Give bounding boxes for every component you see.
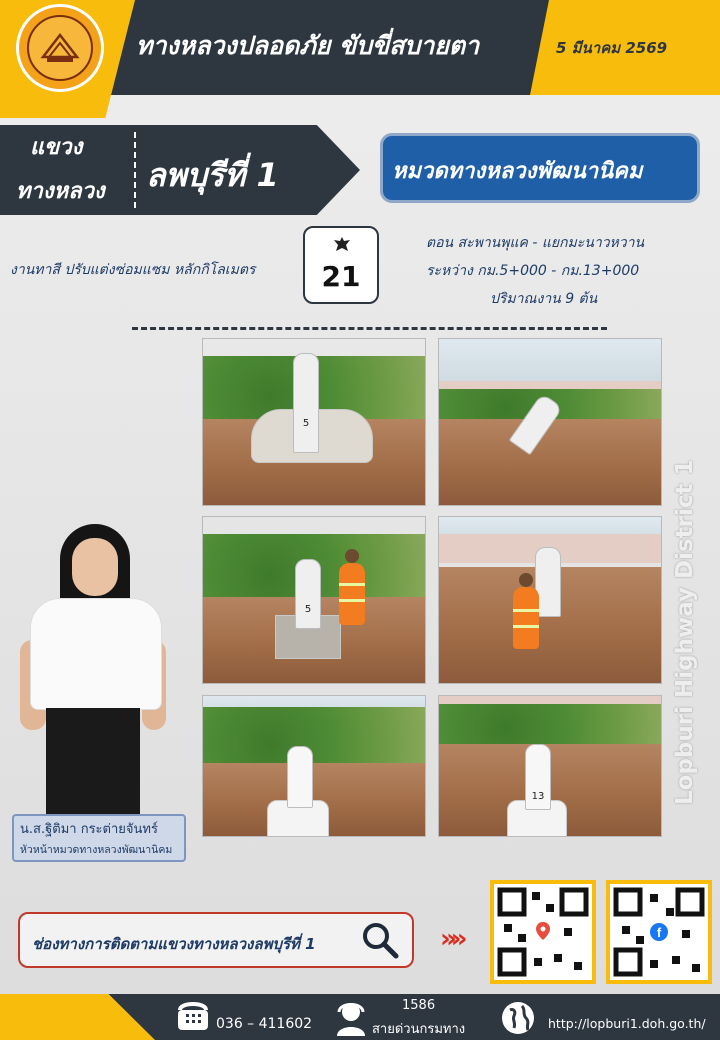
hotline-number: 1586 [402, 998, 436, 1013]
side-district-text: Lopburi Highway District 1 [672, 459, 698, 805]
photo-working-base [438, 516, 662, 684]
qr-code-facebook[interactable] [606, 880, 712, 984]
website-link[interactable]: http://lopburi1.doh.go.th/ [548, 1016, 706, 1031]
headset-icon [334, 998, 368, 1036]
route-number: 21 [321, 260, 361, 293]
photo-after-km5 [202, 695, 426, 837]
chevrons-right-icon: »» [440, 924, 462, 954]
district-name: ลพบุรีที่ 1 [146, 156, 279, 194]
qr-facebook-icon [610, 884, 708, 980]
district-label-line2: ทางหลวง [16, 179, 105, 204]
unit-name: หมวดทางหลวงพัฒนานิคม [392, 159, 643, 184]
photo-before-km5 [202, 338, 426, 506]
post-number: 5 [302, 418, 310, 429]
globe-icon [500, 1000, 536, 1036]
dashed-divider [132, 327, 607, 330]
route-shield [303, 226, 379, 304]
qr-code-map[interactable] [490, 880, 596, 984]
district-label-line1: แขวง [30, 135, 83, 160]
work-quantity: ปริมาณงาน 9 ต้น [490, 291, 598, 307]
post-number: 5 [304, 604, 312, 615]
search-icon[interactable] [360, 920, 400, 960]
phone-icon [176, 1000, 210, 1032]
post-number [525, 419, 545, 433]
department-logo [16, 4, 104, 92]
garuda-icon [333, 236, 351, 256]
district-divider [134, 132, 136, 208]
logo-emblem [27, 15, 93, 81]
photo-working-km5 [202, 516, 426, 684]
qr-map-icon [494, 884, 592, 980]
footer-phone: 036 – 411602 [216, 1016, 313, 1032]
header-date: 5 มีนาคม 2569 [556, 39, 668, 57]
hotline-label: สายด่วนกรมทาง [372, 1022, 466, 1037]
supervisor-photo [20, 520, 170, 820]
emblem-icon [29, 17, 91, 79]
photo-before-fallen [438, 338, 662, 506]
supervisor-name: น.ส.ฐิติมา กระต่ายจันทร์ [20, 822, 158, 837]
follow-channel-text: ช่องทางการติดตามแขวงทางหลวงลพบุรีที่ 1 [32, 935, 316, 953]
svg-text:f: f [656, 925, 662, 940]
post-number: 13 [531, 791, 545, 802]
photo-after-km13 [438, 695, 662, 837]
header-title: ทางหลวงปลอดภัย ขับขี่สบายตา [136, 31, 480, 60]
section-range: ระหว่าง กม.5+000 - กม.13+000 [426, 263, 640, 279]
supervisor-position: หัวหน้าหมวดทางหลวงพัฒนานิคม [20, 844, 173, 856]
section-name: ตอน สะพานพุแค - แยกมะนาวหวาน [426, 235, 645, 251]
task-description: งานทาสี ปรับแต่งซ่อมแซม หลักกิโลเมตร [10, 262, 256, 278]
